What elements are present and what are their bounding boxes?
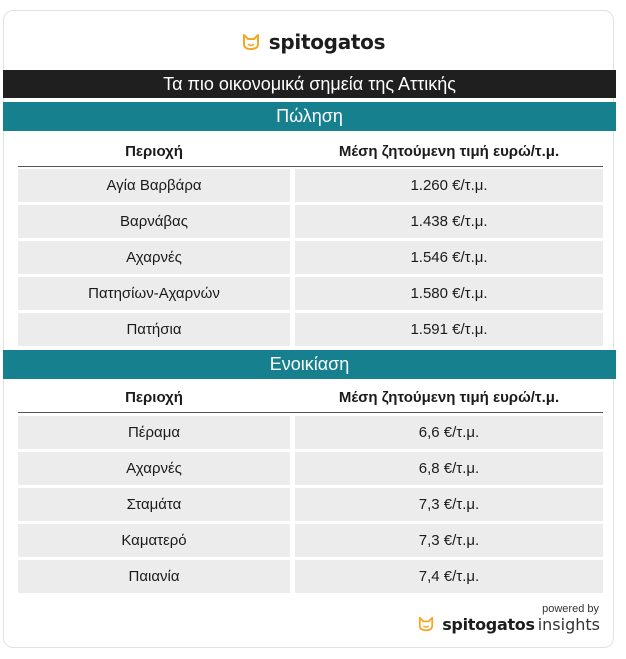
table-row bbox=[18, 560, 603, 593]
price-cell: 1.438 €/τ.μ. bbox=[295, 205, 603, 238]
column-header-price: Μέση ζητούμενη τιμή ευρώ/τ.μ. bbox=[338, 143, 560, 160]
price-cell: 7,3 €/τ.μ. bbox=[295, 524, 603, 557]
powered-by-label: powered by bbox=[542, 603, 599, 615]
area-cell: Πατησίων-Αχαρνών bbox=[18, 277, 290, 310]
table-row bbox=[18, 277, 603, 310]
price-cell: 6,8 €/τ.μ. bbox=[295, 452, 603, 485]
page-title: Τα πιο οικονομικά σημεία της Αττικής bbox=[3, 70, 616, 98]
cat-icon bbox=[241, 33, 261, 51]
table-row bbox=[18, 524, 603, 557]
table-row bbox=[18, 416, 603, 449]
table-row bbox=[18, 205, 603, 238]
area-cell: Σταμάτα bbox=[18, 488, 290, 521]
area-cell: Αγία Βαρβάρα bbox=[18, 169, 290, 202]
price-cell: 1.591 €/τ.μ. bbox=[295, 313, 603, 346]
area-cell: Αχαρνές bbox=[18, 452, 290, 485]
price-cell: 1.546 €/τ.μ. bbox=[295, 241, 603, 274]
section-heading-rent: Ενοικίαση bbox=[3, 350, 616, 379]
price-cell: 7,4 €/τ.μ. bbox=[295, 560, 603, 593]
area-cell: Πατήσια bbox=[18, 313, 290, 346]
price-cell: 6,6 €/τ.μ. bbox=[295, 416, 603, 449]
table-row bbox=[18, 452, 603, 485]
column-header-area: Περιοχή bbox=[125, 143, 183, 160]
table-row bbox=[18, 313, 603, 346]
footer-product: insights bbox=[537, 615, 600, 634]
price-cell: 1.580 €/τ.μ. bbox=[295, 277, 603, 310]
area-cell: Παιανία bbox=[18, 560, 290, 593]
footer-brand: spitogatos bbox=[442, 615, 535, 634]
area-cell: Πέραμα bbox=[18, 416, 290, 449]
price-cell: 7,3 €/τ.μ. bbox=[295, 488, 603, 521]
column-header-price: Μέση ζητούμενη τιμή ευρώ/τ.μ. bbox=[338, 389, 560, 406]
header-logo bbox=[0, 30, 626, 54]
sale-column-headers bbox=[18, 134, 603, 167]
footer-logo bbox=[417, 615, 600, 634]
cat-icon bbox=[417, 616, 437, 634]
area-cell: Καματερό bbox=[18, 524, 290, 557]
table-row bbox=[18, 488, 603, 521]
logo-text: spitogatos bbox=[268, 30, 386, 54]
area-cell: Βαρνάβας bbox=[18, 205, 290, 238]
area-cell: Αχαρνές bbox=[18, 241, 290, 274]
price-cell: 1.260 €/τ.μ. bbox=[295, 169, 603, 202]
table-row bbox=[18, 169, 603, 202]
section-heading-sale: Πώληση bbox=[3, 102, 616, 131]
table-row bbox=[18, 241, 603, 274]
rent-column-headers bbox=[18, 380, 603, 413]
column-header-area: Περιοχή bbox=[125, 389, 183, 406]
